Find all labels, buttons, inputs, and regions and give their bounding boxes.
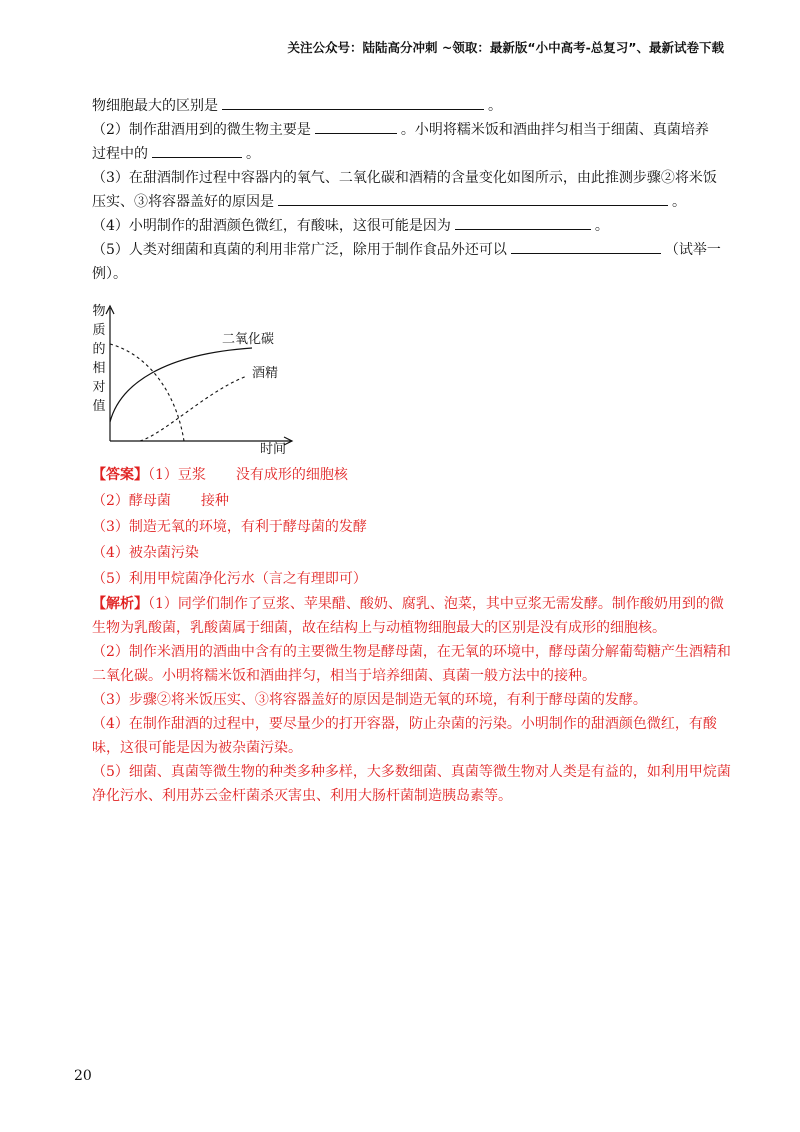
question-4 — [92, 214, 732, 238]
question-3 — [92, 166, 732, 190]
answer-5 — [92, 566, 732, 592]
answer-blank — [455, 214, 591, 230]
answer-text: （3）制造无氧的环境，有利于酵母菌的发酵 — [92, 519, 367, 535]
gas-alcohol-figure — [92, 296, 322, 456]
answer-blank — [222, 94, 484, 110]
explanation-text: （5）细菌、真菌等微生物的种类多种多样，大多数细菌、真菌等微生物对人类是有益的，如利用甲烷菌净化污水、利用苏云金杆菌杀灭害虫、利用大肠杆菌制造胰岛素等。 — [92, 764, 731, 804]
question-3-cont — [92, 190, 732, 214]
y-label-char: 对 — [92, 380, 106, 395]
answer-blank — [278, 190, 668, 206]
period: 。 — [594, 218, 609, 234]
explanation-text: （3）步骤②将米饭压实、③将容器盖好的原因是制造无氧的环境，有利于酵母菌的发酵。 — [92, 692, 647, 708]
answer-blank — [315, 118, 397, 134]
alcohol-curve-label: 酒精 — [252, 366, 279, 381]
explanation-4 — [92, 712, 732, 760]
q5-text: （5）人类对细菌和真菌的利用非常广泛，除用于制作食品外还可以 — [92, 242, 507, 258]
y-label-char: 物 — [92, 304, 106, 319]
answer-blank — [152, 142, 242, 158]
period: 。 — [672, 194, 686, 210]
question-2 — [92, 118, 732, 142]
answer-text: （5）利用甲烷菌净化污水（言之有理即可） — [92, 571, 367, 587]
q3-text-cont: 压实、③将容器盖好的原因是 — [92, 194, 274, 210]
y-label-char: 值 — [92, 399, 106, 414]
explanation-2 — [92, 640, 732, 688]
answer-blank — [511, 238, 661, 254]
q4-text: （4）小明制作的甜酒颜色微红，有酸味，这很可能是因为 — [92, 218, 451, 234]
q2-text-cont: 。小明将糯米饭和酒曲拌匀相当于细菌、真菌培养 — [400, 122, 709, 138]
q2-text-end: 过程中的 — [92, 146, 148, 162]
oxygen-curve — [110, 344, 184, 441]
q5-text-end: 例）。 — [92, 266, 127, 282]
y-label-char: 质 — [92, 323, 106, 338]
answer-2 — [92, 488, 732, 514]
answer-text: （1）豆浆 — [148, 467, 206, 483]
page-header: 关注公众号：陆陆高分冲刺 ~领取：最新版“小中高考-总复习”、最新试卷下载 — [287, 40, 724, 55]
q1-text: 物细胞最大的区别是 — [92, 98, 218, 114]
figure-plot — [92, 296, 322, 456]
answer-text: （4）被杂菌污染 — [92, 545, 199, 561]
period: 。 — [488, 98, 502, 114]
explanation-text: （1）同学们制作了豆浆、苹果醋、酸奶、腐乳、泡菜，其中豆浆无需发酵。制作酸奶用到的微生物为乳酸菌，乳酸菌属于细菌，故在结构上与动植物细胞最大的区别是没有成形的细胞核。 — [92, 596, 724, 636]
explanation-label: 【解析】 — [92, 596, 148, 612]
answer-1 — [92, 462, 732, 488]
explanation-3 — [92, 688, 732, 712]
explanation-1 — [92, 592, 732, 640]
explanation-5 — [92, 760, 732, 808]
page-number: 20 — [74, 1068, 92, 1084]
answer-text: （2）酵母菌 — [92, 493, 171, 509]
q2-text: （2）制作甜酒用到的微生物主要是 — [92, 122, 311, 138]
answer-section — [92, 462, 732, 808]
y-label-char: 的 — [92, 342, 106, 357]
answer-3 — [92, 514, 732, 540]
y-label-char: 相 — [92, 361, 106, 376]
co2-curve — [110, 348, 252, 422]
question-5-cont — [92, 262, 732, 286]
answer-4 — [92, 540, 732, 566]
answer-label: 【答案】 — [92, 467, 148, 483]
q5-text-cont: （试举一 — [664, 242, 721, 258]
period: 。 — [246, 146, 260, 162]
x-axis-label: 时间 — [260, 442, 287, 457]
explanation-text: （4）在制作甜酒的过程中，要尽量少的打开容器，防止杂菌的污染。小明制作的甜酒颜色微红，有酸味，这很可能是因为被杂菌污染。 — [92, 716, 717, 756]
answer-text: 没有成形的细胞核 — [235, 467, 348, 483]
page-content — [92, 94, 732, 808]
co2-curve-label: 二氧化碳 — [222, 332, 275, 347]
question-2-cont — [92, 142, 732, 166]
q3-text: （3）在甜酒制作过程中容器内的氧气、二氧化碳和酒精的含量变化如图所示，由此推测步骤②将米饭 — [92, 170, 717, 186]
explanation-text: （2）制作米酒用的酒曲中含有的主要微生物是酵母菌，在无氧的环境中，酵母菌分解葡萄糖产生酒精和二氧化碳。小明将糯米饭和酒曲拌匀，相当于培养细菌、真菌一般方法中的接种。 — [92, 644, 731, 684]
question-1-tail — [92, 94, 732, 118]
question-5 — [92, 238, 732, 262]
answer-text: 接种 — [200, 493, 229, 509]
alcohol-curve — [140, 376, 247, 441]
